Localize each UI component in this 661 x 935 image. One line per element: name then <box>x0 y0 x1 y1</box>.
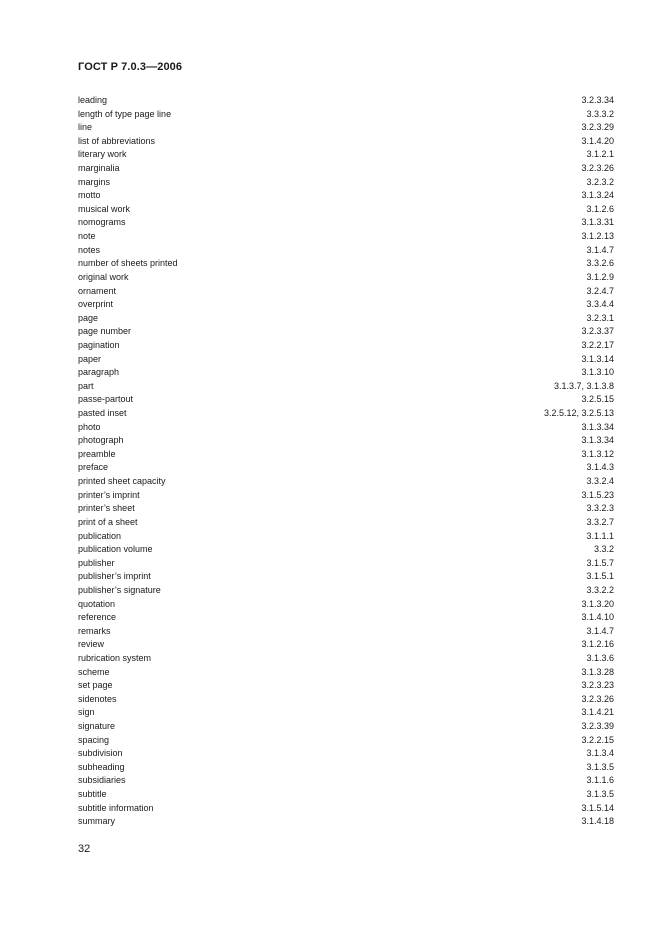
index-entry <box>78 802 614 816</box>
index-entry <box>78 747 614 761</box>
index-entry <box>78 516 614 530</box>
index-term: scheme <box>78 666 110 677</box>
document-header: ГОСТ Р 7.0.3—2006 <box>78 61 183 73</box>
index-entry <box>78 761 614 775</box>
index-entry <box>78 339 614 353</box>
index-reference: 3.1.4.20 <box>581 135 614 146</box>
index-term: margins <box>78 176 111 187</box>
index-term: musical work <box>78 203 131 214</box>
index-term: marginalia <box>78 163 120 174</box>
index-reference: 3.1.5.7 <box>586 557 614 568</box>
index-reference: 3.1.5.1 <box>586 571 614 582</box>
index-reference: 3.2.3.23 <box>581 680 614 691</box>
index-term: motto <box>78 190 101 201</box>
index-entry <box>78 380 614 394</box>
index-term: notes <box>78 244 101 255</box>
index-entry <box>78 108 614 122</box>
index-term: sign <box>78 707 95 718</box>
index-reference: 3.1.3.12 <box>581 448 614 459</box>
index-term: literary work <box>78 149 127 160</box>
index-term: subtitle <box>78 789 107 800</box>
index-reference: 3.1.3.28 <box>581 666 614 677</box>
index-entry <box>78 666 614 680</box>
index-entry <box>78 325 614 339</box>
index-reference: 3.1.3.7, 3.1.3.8 <box>553 380 614 391</box>
index-term: original work <box>78 271 129 282</box>
index-reference: 3.1.3.24 <box>581 190 614 201</box>
index-term: line <box>78 122 93 133</box>
index-reference: 3.3.4.4 <box>586 299 614 310</box>
index-term: preface <box>78 462 109 473</box>
index-term: publication <box>78 530 122 541</box>
index-reference: 3.1.1.6 <box>586 775 614 786</box>
index-term: photo <box>78 421 101 432</box>
index-term: publisher’s imprint <box>78 571 151 582</box>
index-entry <box>78 611 614 625</box>
index-entry <box>78 598 614 612</box>
index-term: paper <box>78 353 102 364</box>
index-entry <box>78 706 614 720</box>
index-reference: 3.2.3.37 <box>581 326 614 337</box>
index-reference: 3.1.3.5 <box>586 789 614 800</box>
index-entry <box>78 407 614 421</box>
index-reference: 3.1.2.6 <box>586 203 614 214</box>
index-reference: 3.2.4.7 <box>586 285 614 296</box>
index-term: sidenotes <box>78 693 117 704</box>
index-entry <box>78 693 614 707</box>
index-term: passe-partout <box>78 394 134 405</box>
index-entry <box>78 393 614 407</box>
index-reference: 3.1.3.20 <box>581 598 614 609</box>
index-term: publisher <box>78 557 115 568</box>
index-entry <box>78 570 614 584</box>
index-term: reference <box>78 612 117 623</box>
index-reference: 3.1.3.34 <box>581 435 614 446</box>
index-term: page number <box>78 326 132 337</box>
index-reference: 3.2.5.15 <box>581 394 614 405</box>
index-reference: 3.2.3.1 <box>586 312 614 323</box>
index-term: remarks <box>78 625 111 636</box>
index-reference: 3.2.3.39 <box>581 721 614 732</box>
index-entry <box>78 203 614 217</box>
index-entry <box>78 734 614 748</box>
index-term: ornament <box>78 285 117 296</box>
index-term: length of type page line <box>78 108 172 119</box>
index-reference: 3.1.4.7 <box>586 244 614 255</box>
index-entry <box>78 121 614 135</box>
index-reference: 3.3.2.6 <box>586 258 614 269</box>
index-term: print of a sheet <box>78 516 138 527</box>
index-reference: 3.1.4.3 <box>586 462 614 473</box>
index-term: set page <box>78 680 113 691</box>
index-term: photograph <box>78 435 124 446</box>
index-entry <box>78 502 614 516</box>
index-entry <box>78 434 614 448</box>
index-term: nomograms <box>78 217 126 228</box>
index-entry <box>78 788 614 802</box>
index-entry <box>78 489 614 503</box>
index-entry <box>78 543 614 557</box>
index-term: printed sheet capacity <box>78 476 166 487</box>
index-term: subsidiaries <box>78 775 126 786</box>
index-reference: 3.3.3.2 <box>586 108 614 119</box>
index-term: subdivision <box>78 748 123 759</box>
index-entry <box>78 176 614 190</box>
index-entry <box>78 421 614 435</box>
index-reference: 3.1.4.21 <box>581 707 614 718</box>
index-entry <box>78 257 614 271</box>
index-term: spacing <box>78 734 110 745</box>
index-reference: 3.1.5.23 <box>581 489 614 500</box>
index-term: pasted inset <box>78 408 127 419</box>
index-reference: 3.3.2.7 <box>586 516 614 527</box>
index-term: rubrication system <box>78 652 152 663</box>
index-reference: 3.1.3.4 <box>586 748 614 759</box>
index-reference: 3.2.2.17 <box>581 339 614 350</box>
index-entry <box>78 557 614 571</box>
index-reference: 3.2.3.34 <box>581 95 614 105</box>
index-term: list of abbreviations <box>78 135 156 146</box>
index-entry <box>78 475 614 489</box>
index-term: number of sheets printed <box>78 258 178 269</box>
index-entry <box>78 230 614 244</box>
page-number: 32 <box>78 843 91 855</box>
index-reference: 3.2.2.15 <box>581 734 614 745</box>
term-index-list <box>78 94 614 829</box>
index-reference: 3.1.2.9 <box>586 271 614 282</box>
index-entry <box>78 679 614 693</box>
index-entry <box>78 312 614 326</box>
index-entry <box>78 162 614 176</box>
index-entry <box>78 366 614 380</box>
index-term: printer’s imprint <box>78 489 140 500</box>
index-term: part <box>78 380 94 391</box>
index-reference: 3.3.2.4 <box>586 476 614 487</box>
index-entry <box>78 285 614 299</box>
index-entry <box>78 815 614 829</box>
index-reference: 3.1.2.16 <box>581 639 614 650</box>
index-entry <box>78 584 614 598</box>
index-reference: 3.2.3.29 <box>581 122 614 133</box>
index-reference: 3.1.3.10 <box>581 367 614 378</box>
index-entry <box>78 625 614 639</box>
index-entry <box>78 461 614 475</box>
index-term: page <box>78 312 99 323</box>
index-term: overprint <box>78 299 114 310</box>
index-term: subheading <box>78 761 125 772</box>
index-reference: 3.1.3.6 <box>586 652 614 663</box>
index-term: paragraph <box>78 367 120 378</box>
index-reference: 3.2.3.2 <box>586 176 614 187</box>
index-reference: 3.1.2.13 <box>581 231 614 242</box>
index-reference: 3.2.3.26 <box>581 163 614 174</box>
index-reference: 3.1.5.14 <box>581 802 614 813</box>
index-entry <box>78 530 614 544</box>
index-term: quotation <box>78 598 116 609</box>
index-reference: 3.3.2.2 <box>586 584 614 595</box>
index-entry <box>78 244 614 258</box>
index-reference: 3.1.3.34 <box>581 421 614 432</box>
index-term: subtitle information <box>78 802 154 813</box>
index-entry <box>78 652 614 666</box>
index-entry <box>78 720 614 734</box>
index-reference: 3.1.4.7 <box>586 625 614 636</box>
index-entry <box>78 774 614 788</box>
index-term: leading <box>78 95 108 105</box>
index-entry <box>78 353 614 367</box>
index-entry <box>78 638 614 652</box>
index-reference: 3.1.3.14 <box>581 353 614 364</box>
index-reference: 3.1.4.18 <box>581 816 614 827</box>
index-reference: 3.2.5.12, 3.2.5.13 <box>543 408 614 419</box>
index-reference: 3.1.3.5 <box>586 761 614 772</box>
index-reference: 3.3.2.3 <box>586 503 614 514</box>
index-entry <box>78 448 614 462</box>
index-reference: 3.1.2.1 <box>586 149 614 160</box>
index-reference: 3.3.2 <box>593 544 614 555</box>
index-term: note <box>78 231 96 242</box>
index-entry <box>78 189 614 203</box>
index-term: publication volume <box>78 544 153 555</box>
index-reference: 3.1.1.1 <box>586 530 614 541</box>
index-term: review <box>78 639 105 650</box>
index-reference: 3.1.3.31 <box>581 217 614 228</box>
index-entry <box>78 135 614 149</box>
index-term: signature <box>78 721 116 732</box>
index-term: printer’s sheet <box>78 503 135 514</box>
index-reference: 3.2.3.26 <box>581 693 614 704</box>
index-term: preamble <box>78 448 116 459</box>
index-term: summary <box>78 816 116 827</box>
index-entry <box>78 148 614 162</box>
index-entry <box>78 216 614 230</box>
index-term: publisher’s signature <box>78 584 161 595</box>
index-entry <box>78 298 614 312</box>
index-entry <box>78 271 614 285</box>
index-term: pagination <box>78 339 120 350</box>
index-reference: 3.1.4.10 <box>581 612 614 623</box>
index-entry <box>78 94 614 108</box>
